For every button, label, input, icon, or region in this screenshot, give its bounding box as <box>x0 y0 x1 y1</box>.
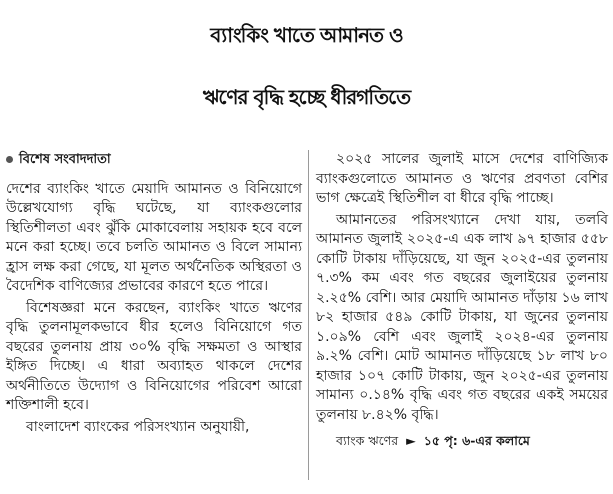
left-paragraph-3: বাংলাদেশ ব্যাংকের পরিসংখ্যান অনুযায়ী, <box>26 418 250 435</box>
right-column <box>316 150 608 451</box>
right-paragraph-2: আমানতের পরিসংখ্যানে দেখা যায়, তলবি আমানত জুলাই ২০২৫-এ এক লাখ ৯৭ হাজার ৫৫৮ কোটি টাকায় দাঁড়িয়েছে, যা জুন ২০২৫-এর তুলনায় ৭.৩% কম এবং গত বছরের জুলাইয়ের তুলনায় ২.২৫% বেশি। আর মেয়াদি আমানত দাঁড়ায় ১৬ লাখ ৮২ হাজার ৫৪৯ কোটি টাকায়, যা জুনের তুলনায় ১.০৯% বেশি এবং জুলাই ২০২৪-এর তুলনায় ৯.২% বেশি। মোট আমানত দাঁড়িয়েছে ১৮ লাখ ৮০ হাজার ১০৭ কোটি টাকায়, জুন ২০২৫-এর তুলনায় সামান্য ০.১৪% বৃদ্ধি এবং গত বছরের একই সময়ের তুলনায় ৮.৪২% বৃদ্ধি। <box>316 211 608 423</box>
headline <box>0 4 613 128</box>
byline-text: বিশেষ সংবাদদাতা <box>19 152 111 167</box>
continuation-note <box>316 431 608 451</box>
left-paragraph-2: বিশেষজ্ঞরা মনে করছেন, ব্যাংকিং খাতে ঋণের বৃদ্ধি তুলনামূলকভাবে ধীর হলেও বিনিয়োগে গত বছরের তুলনায় প্রায় ৩০% বৃদ্ধি সক্ষমতা ও আস্থার ইঙ্গিত দিচ্ছে। এ ধারা অব্যাহত থাকলে দেশের অর্থনীতিতে উদ্যোগ ও বিনিয়োগের পরিবেশ আরো শক্তিশালী হবে। <box>6 299 302 413</box>
byline <box>6 150 302 170</box>
left-column <box>6 150 302 439</box>
arrow-right-icon: ► <box>406 433 416 448</box>
column-divider <box>308 150 309 480</box>
continuation-page-ref: ১৫ পৃ: ৬-এর কলামে <box>423 433 530 448</box>
headline-line-1: ব্যাংকিং খাতে আমানত ও <box>210 23 403 47</box>
bullet-icon <box>6 156 13 163</box>
headline-line-2: ঋণের বৃদ্ধি হচ্ছে ধীরগতিতে <box>202 85 411 109</box>
left-paragraph-1: দেশের ব্যাংকিং খাতে মেয়াদি আমানত ও বিনিয়োগে উল্লেখযোগ্য বৃদ্ধি ঘটেছে, যা ব্যাংকগুলোর স্থিতিশীলতা এবং ঝুঁকি মোকাবেলায় সহায়ক হবে বলে মনে করা হচ্ছে। তবে চলতি আমানত ও বিলে সামান্য হ্রাস লক্ষ করা গেছে, যা মূলত অর্থনৈতিক অস্থিরতা ও বৈদেশিক বাণিজ্যের প্রভাবের কারণে হতে পারে। <box>6 180 302 294</box>
right-paragraph-1: ২০২৫ সালের জুলাই মাসে দেশের বাণিজ্যিক ব্যাংকগুলোতে আমানত ও ঋণের প্রবণতা বেশির ভাগ ক্ষেত্রেই স্থিতিশীল বা ধীরে বৃদ্ধি পাচ্ছে। <box>316 151 608 206</box>
continuation-label: ব্যাংক ঋণের <box>336 433 399 448</box>
